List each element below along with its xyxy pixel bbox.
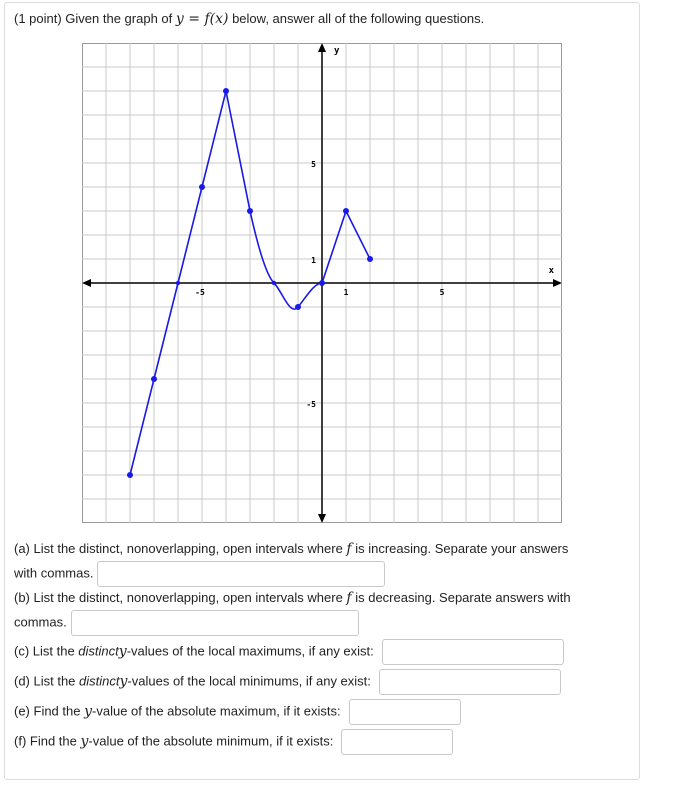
curve-point	[127, 472, 133, 478]
question-f	[14, 729, 453, 755]
question-f-y: y	[80, 733, 89, 750]
question-f-text-end: -value of the absolute minimum, if it exists:	[88, 733, 334, 749]
question-b	[14, 586, 571, 636]
question-c-y: y	[118, 643, 127, 660]
curve-point	[247, 208, 253, 214]
question-c	[14, 639, 564, 665]
answer-f-input[interactable]	[341, 729, 453, 755]
answer-d-input[interactable]	[379, 669, 561, 695]
question-a-text-line2: with commas.	[14, 565, 94, 581]
question-a-line1	[14, 537, 568, 561]
intro-fx: f(x)	[204, 11, 229, 27]
question-d-text-end: -values of the local minimums, if any exist:	[127, 673, 371, 689]
problem-intro	[14, 11, 484, 27]
y-tick-label: 1	[311, 256, 316, 265]
x-axis-label: x	[548, 266, 554, 276]
question-b-f: f	[346, 590, 352, 606]
question-e-text-end: -value of the absolute maximum, if it exists:	[92, 703, 341, 719]
question-c-emphasis: distinct	[78, 643, 119, 659]
question-a-text-end: is increasing. Separate your answers	[351, 541, 569, 556]
question-b-text: (b) List the distinct, nonoverlapping, open intervals where	[14, 590, 347, 605]
curve-point	[343, 208, 349, 214]
y-tick-label: -5	[306, 400, 316, 409]
curve-point	[199, 184, 205, 190]
y-axis-label: y	[334, 46, 340, 56]
curve-point	[272, 281, 276, 285]
curve-point	[223, 88, 229, 94]
question-e	[14, 699, 461, 725]
x-tick-label: 5	[439, 288, 445, 297]
x-tick-label: 1	[343, 288, 349, 297]
answer-b-input[interactable]	[71, 610, 359, 636]
question-b-text-end: is decreasing. Separate answers with	[351, 590, 571, 605]
question-e-y: y	[84, 703, 93, 720]
intro-equals: =	[183, 11, 205, 27]
question-a	[14, 537, 568, 587]
curve-point	[319, 280, 325, 286]
question-c-text-end: -values of the local maximums, if any exist:	[126, 643, 374, 659]
answer-e-input[interactable]	[349, 699, 461, 725]
curve-point	[176, 281, 180, 285]
y-tick-label: 5	[311, 160, 316, 169]
intro-text-end: below, answer all of the following questions.	[228, 11, 485, 26]
question-d-y: y	[119, 673, 128, 690]
question-c-text: (c) List the	[14, 643, 79, 659]
question-e-text: (e) Find the	[14, 703, 85, 719]
answer-c-input[interactable]	[382, 639, 564, 665]
curve-point	[295, 304, 301, 310]
question-b-line1	[14, 586, 571, 610]
question-a-line2	[14, 561, 568, 587]
question-d-emphasis: distinct	[79, 673, 120, 689]
intro-var-y: y	[175, 11, 184, 27]
question-a-f: f	[346, 541, 352, 557]
question-d	[14, 669, 561, 695]
answer-a-input[interactable]	[97, 561, 385, 587]
question-b-line2	[14, 610, 571, 636]
question-a-text: (a) List the distinct, nonoverlapping, open intervals where	[14, 541, 347, 556]
x-tick-label: -5	[195, 288, 205, 297]
function-graph	[82, 43, 562, 523]
question-b-text-line2: commas.	[14, 614, 67, 630]
curve-point	[151, 376, 157, 382]
question-d-text: (d) List the	[14, 673, 80, 689]
question-f-text: (f) Find the	[14, 733, 81, 749]
intro-text: (1 point) Given the graph of	[14, 11, 176, 26]
curve-point	[367, 256, 373, 262]
